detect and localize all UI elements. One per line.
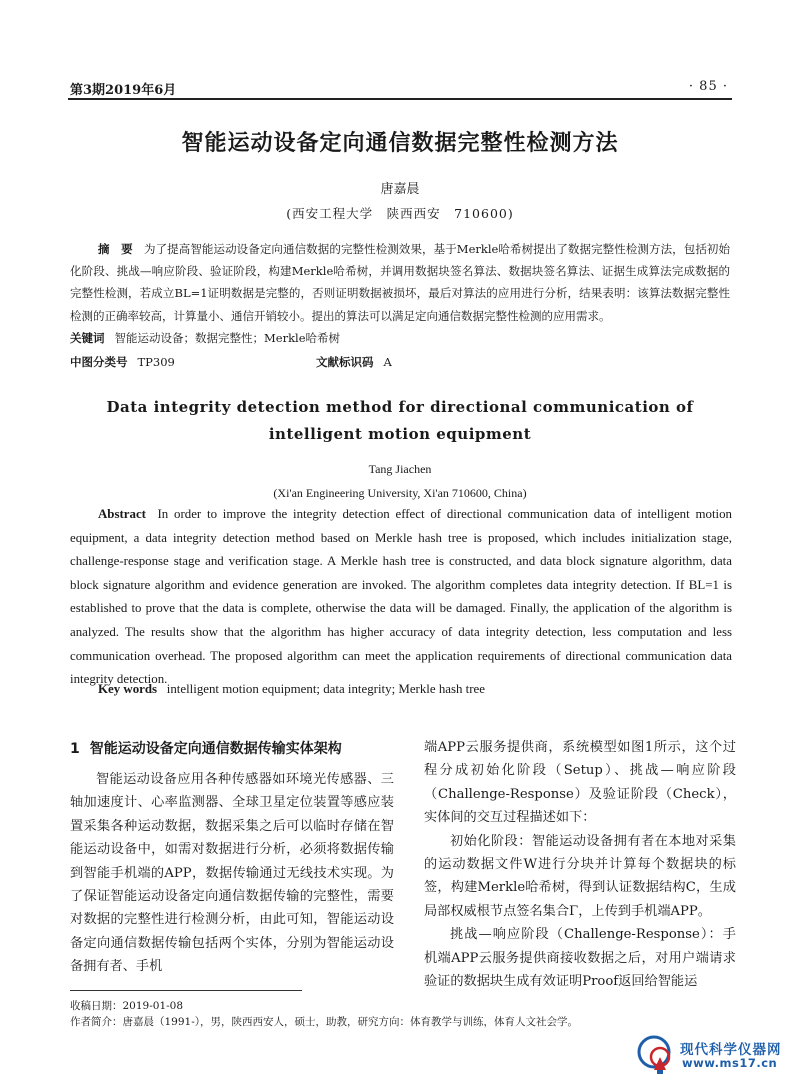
affiliation-cn: (西安工程大学 陕西西安 710600): [286, 206, 514, 221]
paragraph: 挑战—响应阶段（Challenge-Response）：手机端APP云服务提供商接收数据之后，对用户端请求验证的数据块生成有效证明Proof返回给智能运: [424, 927, 736, 990]
header-rule: [68, 98, 732, 100]
journal-issue: 第3期2019年6月: [70, 83, 177, 98]
body-column-left: [70, 768, 394, 979]
watermark-name: 现代科学仪器网: [680, 1042, 782, 1058]
clc-label: 中图分类号: [70, 355, 128, 369]
abstract-cn-text: 为了提高智能运动设备定向通信数据的完整性检测效果，基于Merkle哈希树提出了数据完整性检测方法，包括初始化阶段、挑战—响应阶段、验证阶段，构建Merkle哈希树，并调用数据块签名算法、数据块签名算法、证据生成算法完成数据的完整性检测，若成立BL=1证明数据是完整的，否则证明数据被损坏，最后对算法的应用进行分析，结果表明：该算法数据完整性检测的正确率较高，计算量小、通信开销较小。提出的算法可以满足定向通信数据完整性检测的应用需求。: [70, 242, 731, 323]
author-bio: 作者简介：唐嘉晨（1991-），男，陕西西安人，硕士，助教，研究方向：体育教学与训练，体育人文社会学。: [70, 1016, 579, 1028]
affiliation-en: (Xi'an Engineering University, Xi'an 710600, China): [273, 486, 527, 500]
paragraph: 端APP云服务提供商，系统模型如图1所示，这个过程分成初始化阶段（Setup）、挑战—响应阶段（Challenge-Response）及验证阶段（Check），实体间的交互过程描述如下：: [424, 740, 736, 826]
page-number: · 85 ·: [688, 79, 728, 94]
received-date: 收稿日期：2019-01-08: [70, 1000, 184, 1012]
section-heading: [70, 738, 342, 758]
doc-code-value: A: [383, 355, 392, 369]
body-column-right: [424, 736, 736, 993]
keywords-en: [98, 682, 718, 697]
keywords-cn: [70, 330, 730, 346]
section-title: 智能运动设备定向通信数据传输实体架构: [89, 741, 342, 757]
abstract-en-text: In order to improve the integrity detection effect of directional communication data of intelligent motion equipment, a data integrity detection method based on Merkle hash tree is proposed, which includes initialization stage, challenge-response stage and verification stage. A Merkle hash tree is constructed, and data block signature algorithm, data block signature algorithm and evidence generation are invoked. The algorithm completes data integrity detection. If BL=1 is established to prove that the data is complete, otherwise the data will be damaged. Finally, the application of the algorithm is analyzed. The results show that the algorithm has higher accuracy of data integrity detection, less computation and less communication overhead. The proposed algorithm can meet the application requirements of directional communication data integrity detection.: [70, 507, 732, 687]
author-cn: 唐嘉晨: [380, 182, 420, 197]
doc-code-label: 文献标识码: [316, 355, 374, 369]
keywords-en-label: Key words: [98, 682, 158, 696]
paragraph: 初始化阶段：智能运动设备拥有者在本地对采集的运动数据文件W进行分块并计算每个数据块的标签，构建Merkle哈希树，得到认证数据结构C，生成局部权威根节点签名集合Γ，上传到手机端APP。: [424, 833, 736, 919]
clc-value: TP309: [137, 355, 175, 369]
document-code: [316, 354, 392, 370]
keywords-cn-text: 智能运动设备；数据完整性；Merkle哈希树: [114, 331, 341, 345]
keywords-cn-label: 关键词: [70, 331, 105, 345]
section-number: 1: [70, 741, 80, 757]
author-en: Tang Jiachen: [368, 462, 432, 476]
footnote: [70, 998, 578, 1030]
watermark-url: www.ms17.cn: [682, 1056, 778, 1070]
footnote-rule: [70, 990, 302, 991]
abstract-en-label: Abstract: [98, 507, 146, 521]
paragraph: 智能运动设备应用各种传感器如环境光传感器、三轴加速度计、心率监测器、全球卫星定位装置等感应装置采集各种运动数据，数据采集之后可以临时存储在智能运动设备中，如需对数据进行分析，必须将数据传输到智能手机端的APP，数据传输通过无线技术实现。为了保证智能运动设备定向通信数据传输的完整性，需要对数据的完整性进行检测分析，由此可知，智能运动设备定向通信数据传输包括两个实体，分别为智能运动设备拥有者、手机: [70, 772, 394, 975]
paper-title-cn: 智能运动设备定向通信数据完整性检测方法: [181, 130, 619, 156]
abstract-cn: [70, 238, 730, 327]
abstract-en: [70, 503, 732, 692]
keywords-en-text: intelligent motion equipment; data integrity; Merkle hash tree: [166, 682, 485, 696]
paper-title-en: Data integrity detection method for directional communication of intelligent motion equipment: [106, 398, 694, 443]
abstract-cn-label: 摘 要: [98, 242, 133, 256]
clc-number: [70, 354, 175, 370]
